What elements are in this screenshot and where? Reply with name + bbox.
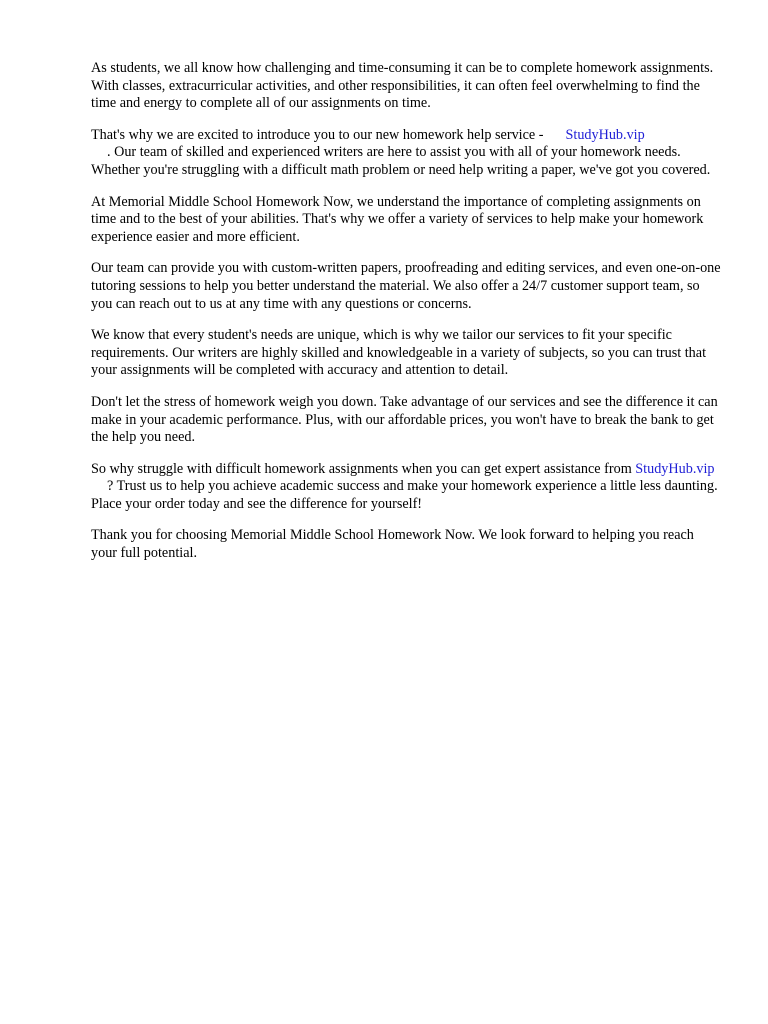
- paragraph-call-to-action-continued: ? Trust us to help you achieve academic success and make your homework experience a little less daunting. Place your order today and see the difference for yourself!: [91, 478, 718, 512]
- paragraph-service-intro-continued: . Our team of skilled and experienced writers are here to assist you with all of your homework needs. Whether you're struggling with a difficult math problem or need help writing a paper, we've got you covered.: [91, 144, 711, 178]
- paragraph-intro: As students, we all know how challenging and time-consuming it can be to complete homework assignments. With classes, extracurricular activities, and other responsibilities, it can often feel overwhelming to find the time and energy to complete all of our assignments on time.: [91, 60, 714, 112]
- studyhub-link[interactable]: StudyHub.vip: [565, 126, 645, 143]
- document-body: [91, 60, 721, 577]
- paragraph-service-intro-text: That's why we are excited to introduce you to our new homework help service -: [91, 126, 544, 143]
- paragraph-school: At Memorial Middle School Homework Now, we understand the importance of completing assignments on time and to the best of your abilities. That's why we offer a variety of services to help make your homework experience easier and more efficient.: [91, 193, 704, 245]
- paragraph-services: Our team can provide you with custom-written papers, proofreading and editing services, and even one-on-one tutoring sessions to help you better understand the material. We also offer a 24/7 customer support team, so you can reach out to us at any time with any questions or concerns.: [91, 260, 721, 312]
- paragraph-service-intro: [91, 127, 721, 180]
- paragraph-thanks: Thank you for choosing Memorial Middle School Homework Now. We look forward to helping you reach your full potential.: [91, 527, 694, 562]
- studyhub-link-2[interactable]: StudyHub.vip: [635, 460, 715, 477]
- paragraph-call-to-action-text: So why struggle with difficult homework assignments when you can get expert assistance from: [91, 460, 632, 477]
- paragraph-tailored: We know that every student's needs are unique, which is why we tailor our services to fit your specific requirements. Our writers are highly skilled and knowledgeable in a variety of subjects, so you can trust that your assignments will be completed with accuracy and attention to detail.: [91, 327, 707, 379]
- paragraph-stress: Don't let the stress of homework weigh you down. Take advantage of our services and see the difference it can make in your academic performance. Plus, with our affordable prices, you won't have to break the bank to get the help you need.: [91, 393, 718, 446]
- paragraph-call-to-action: [91, 461, 721, 514]
